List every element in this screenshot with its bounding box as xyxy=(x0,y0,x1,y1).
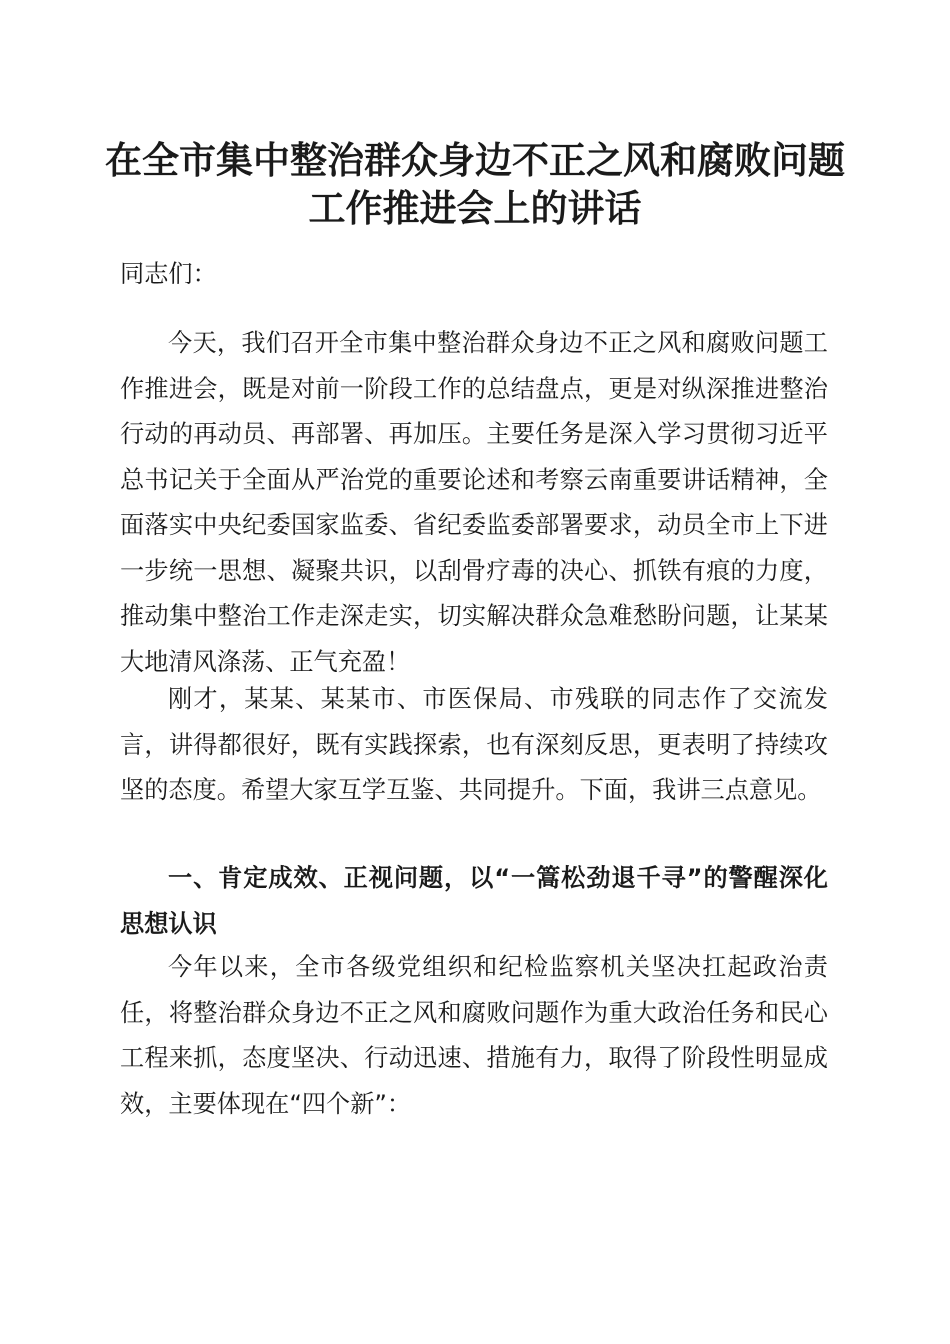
document-title-line-1: 在全市集中整治群众身边不正之风和腐败问题 xyxy=(105,138,845,182)
greeting: 同志们： xyxy=(120,260,217,288)
section-heading-1: 一、肯定成效、正视问题，以“一篙松劲退千寻”的警醒深化思想认识 xyxy=(120,864,828,938)
paragraph-remarks: 刚才，某某、某某市、市医保局、市残联的同志作了交流发言，讲得都很好，既有实践探索，也有深刻反思，更表明了持续攻坚的态度。希望大家互学互鉴、共同提升。下面，我讲三点意见。 xyxy=(120,685,828,804)
paragraph-opening: 今天，我们召开全市集中整治群众身边不正之风和腐败问题工作推进会，既是对前一阶段工作的总结盘点，更是对纵深推进整治行动的再动员、再部署、再加压。主要任务是深入学习贯彻习近平总书记关于全面从严治党的重要论述和考察云南重要讲话精神，全面落实中央纪委国家监委、省纪委监委部署要求，动员全市上下进一步统一思想、凝聚共识，以刮骨疗毒的决心、抓铁有痕的力度，推动集中整治工作走深走实，切实解决群众急难愁盼问题，让某某大地清风涤荡、正气充盈！ xyxy=(120,329,828,676)
document-title-line-2: 工作推进会上的讲话 xyxy=(308,186,642,230)
paragraph-section-1: 今年以来，全市各级党组织和纪检监察机关坚决扛起政治责任，将整治群众身边不正之风和腐败问题作为重大政治任务和民心工程来抓，态度坚决、行动迅速、措施有力，取得了阶段性明显成效，主要体现在“四个新”： xyxy=(120,953,828,1118)
